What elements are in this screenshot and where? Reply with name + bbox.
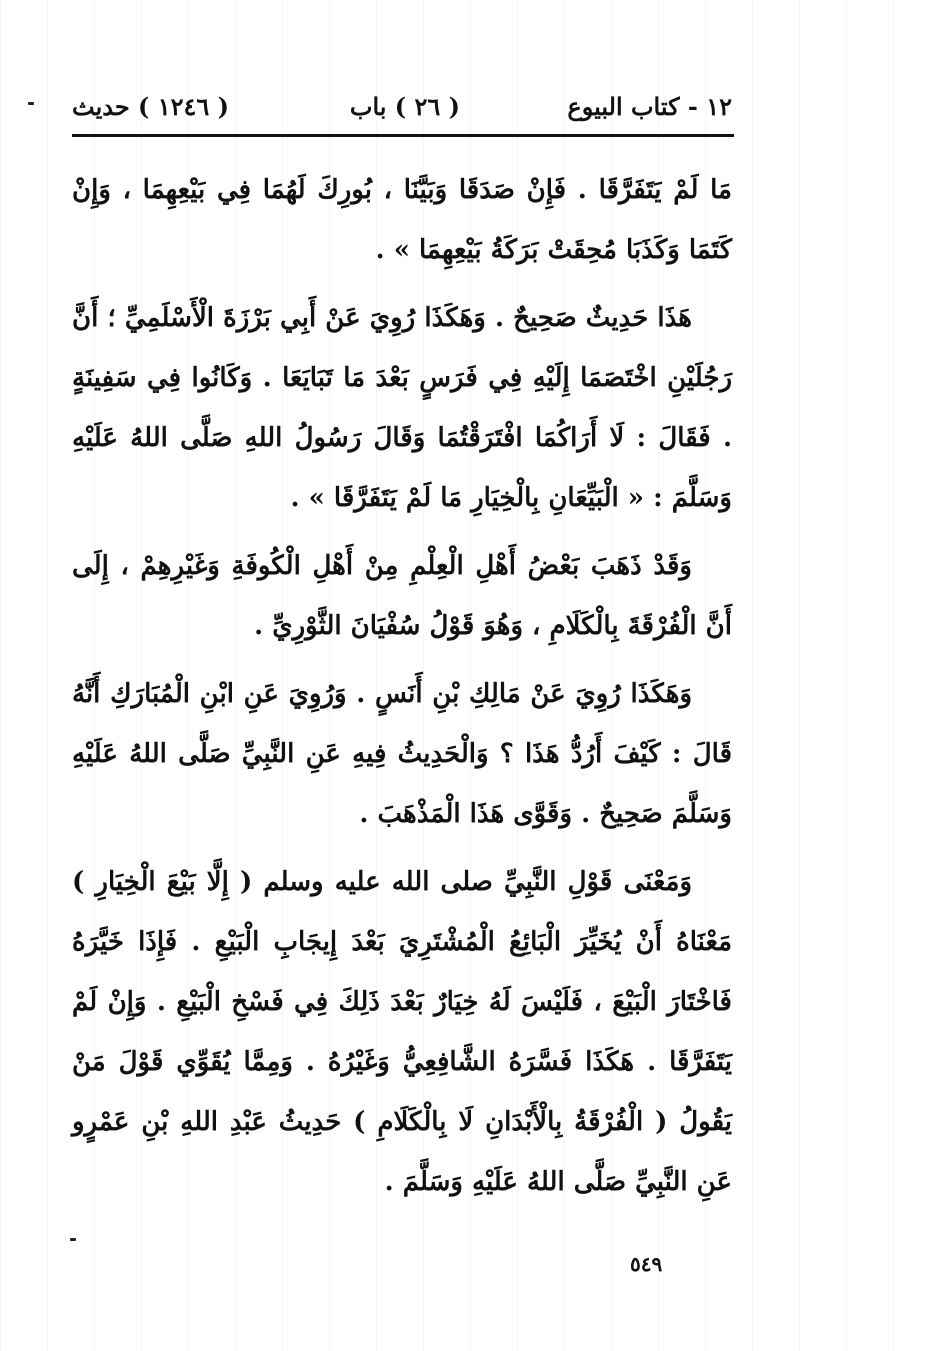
paragraph-4: وَهَكَذَا رُوِيَ عَنْ مَالِكِ بْنِ أَنَسٍ . وَرُوِيَ عَنِ ابْنِ الْمُبَارَكِ أَنَّهُ قَالَ : كَيْفَ أَرُدُّ هَذَا ؟ وَالْحَدِيثُ فِيهِ عَنِ النَّبِيِّ صَلَّى اللهُ عَلَيْهِ وَسَلَّمَ صَحِيحٌ . وَقَوَّى هَذَا الْمَذْهَبَ . bbox=[72, 679, 732, 829]
chapter-title: ١٢ - كتاب البيوع bbox=[567, 92, 732, 121]
scan-speck bbox=[70, 1238, 76, 1241]
hadith-number: ( ١٢٤٦ ) حديث bbox=[72, 92, 230, 121]
paragraph-1: مَا لَمْ يَتَفَرَّقَا . فَإِنْ صَدَقَا وَبَيَّنَا ، بُورِكَ لَهُمَا فِي بَيْعِهِمَا ، وَإِنْ كَتَمَا وَكَذَبَا مُحِقَتْ بَرَكَةُ بَيْعِهِمَا » . bbox=[72, 175, 732, 265]
bab-number: ( ٢٦ ) باب bbox=[349, 92, 460, 121]
paragraph-3: وَقَدْ ذَهَبَ بَعْضُ أَهْلِ الْعِلْمِ مِنْ أَهْلِ الْكُوفَةِ وَغَيْرِهِمْ ، إِلَى أَنَّ الْفُرْقَةَ بِالْكَلَامِ ، وَهُوَ قَوْلُ سُفْيَانَ الثَّوْرِيِّ . bbox=[72, 551, 732, 641]
page-header bbox=[72, 92, 732, 132]
page-body bbox=[72, 160, 732, 1212]
page-number: ٥٤٩ bbox=[630, 1252, 663, 1276]
header-rule bbox=[72, 134, 734, 137]
paragraph-5: وَمَعْنَى قَوْلِ النَّبِيِّ صلى الله عليه وسلم ( إِلَّا بَيْعَ الْخِيَارِ ) مَعْنَاهُ أَنْ يُخَيِّرَ الْبَائِعُ الْمُشْتَرِيَ بَعْدَ إِيجَابِ الْبَيْعِ . فَإِذَا خَيَّرَهُ فَاخْتَارَ الْبَيْعَ ، فَلَيْسَ لَهُ خِيَارٌ بَعْدَ ذَلِكَ فِي فَسْخِ الْبَيْعِ . وَإِنْ لَمْ يَتَفَرَّقَا . هَكَذَا فَسَّرَهُ الشَّافِعِيُّ وَغَيْرُهُ . وَمِمَّا يُقَوِّي قَوْلَ مَنْ يَقُولُ ( الْفُرْقَةُ بِالْأَبْدَانِ لَا بِالْكَلَامِ ) حَدِيثُ عَبْدِ اللهِ بْنِ عَمْرٍو عَنِ النَّبِيِّ صَلَّى اللهُ عَلَيْهِ وَسَلَّمَ . bbox=[72, 867, 732, 1197]
paragraph-2: هَذَا حَدِيثٌ صَحِيحٌ . وَهَكَذَا رُوِيَ عَنْ أَبِي بَرْزَةَ الْأَسْلَمِيِّ ؛ أَنَّ رَجُلَيْنِ اخْتَصَمَا إِلَيْهِ فِي فَرَسٍ بَعْدَ مَا تَبَايَعَا . وَكَانُوا فِي سَفِينَةٍ . فَقَالَ : لَا أَرَاكُمَا افْتَرَقْتُمَا وَقَالَ رَسُولُ اللهِ صَلَّى اللهُ عَلَيْهِ وَسَلَّمَ : « الْبَيِّعَانِ بِالْخِيَارِ مَا لَمْ يَتَفَرَّقَا » . bbox=[72, 303, 732, 513]
scan-speck bbox=[28, 102, 34, 105]
